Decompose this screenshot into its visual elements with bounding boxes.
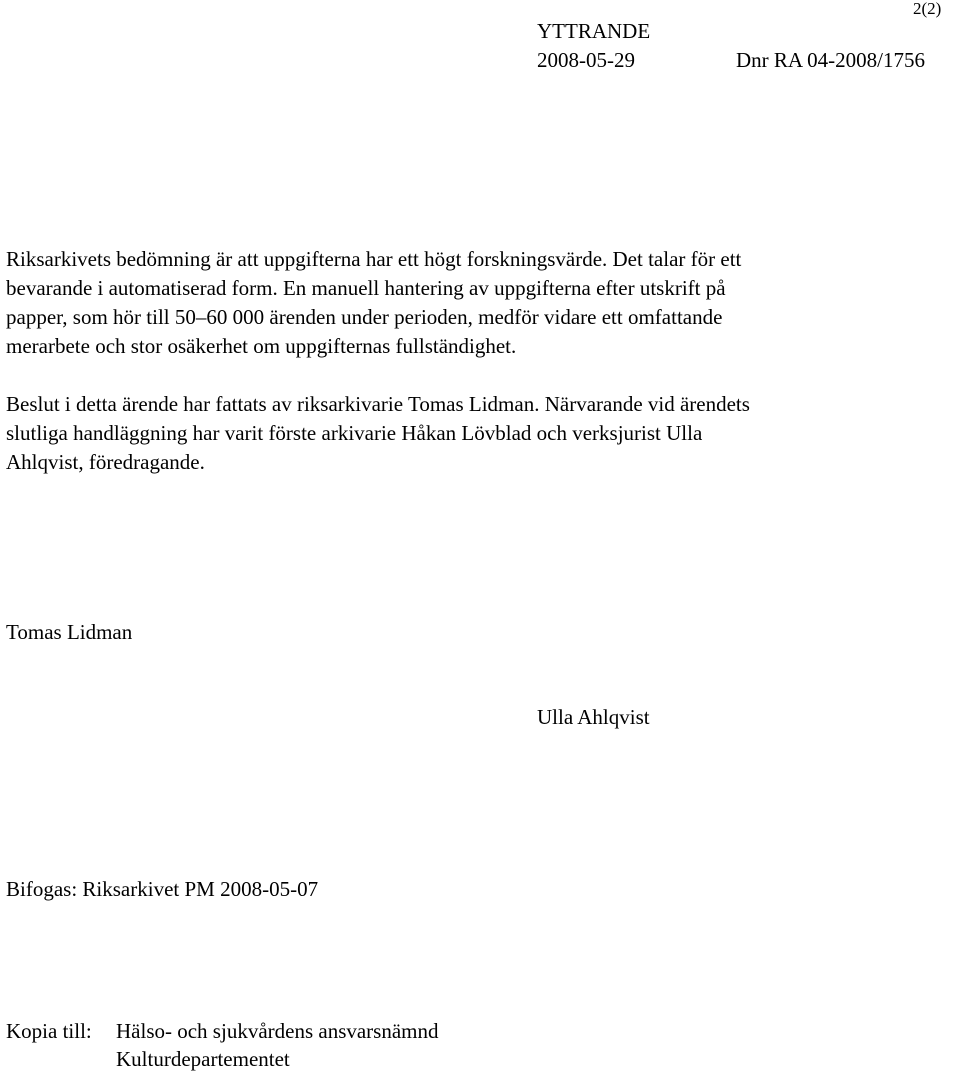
- page-number: 2(2): [913, 0, 942, 18]
- document-type: YTTRANDE: [537, 19, 651, 43]
- signature-first: Tomas Lidman: [6, 620, 133, 644]
- paragraph-line: bevarande i automatiserad form. En manuell hantering av uppgifterna efter utskrift på: [6, 276, 726, 300]
- paragraph-line: Riksarkivets bedömning är att uppgifterna har ett högt forskningsvärde. Det talar för ett: [6, 247, 742, 271]
- paragraph-assessment: [6, 245, 956, 361]
- paragraph-line: merarbete och stor osäkerhet om uppgifternas fullständighet.: [6, 334, 517, 358]
- copy-recipient: Hälso- och sjukvårdens ansvarsnämnd: [116, 1019, 439, 1043]
- copy-recipient: Kulturdepartementet: [116, 1047, 290, 1071]
- paragraph-line: papper, som hör till 50–60 000 ärenden under perioden, medför vidare ett omfattande: [6, 305, 723, 329]
- copy-label: Kopia till:: [6, 1019, 92, 1043]
- paragraph-decision: [6, 390, 956, 477]
- paragraph-line: Beslut i detta ärende har fattats av riksarkivarie Tomas Lidman. Närvarande vid ärendets: [6, 392, 750, 416]
- paragraph-line: Ahlqvist, föredragande.: [6, 450, 205, 474]
- document-date: 2008-05-29: [537, 48, 635, 72]
- reference-number: Dnr RA 04-2008/1756: [736, 48, 925, 72]
- attachment-note: Bifogas: Riksarkivet PM 2008-05-07: [6, 877, 319, 901]
- paragraph-line: slutliga handläggning har varit förste arkivarie Håkan Lövblad och verksjurist Ulla: [6, 421, 703, 445]
- signature-second: Ulla Ahlqvist: [537, 705, 650, 729]
